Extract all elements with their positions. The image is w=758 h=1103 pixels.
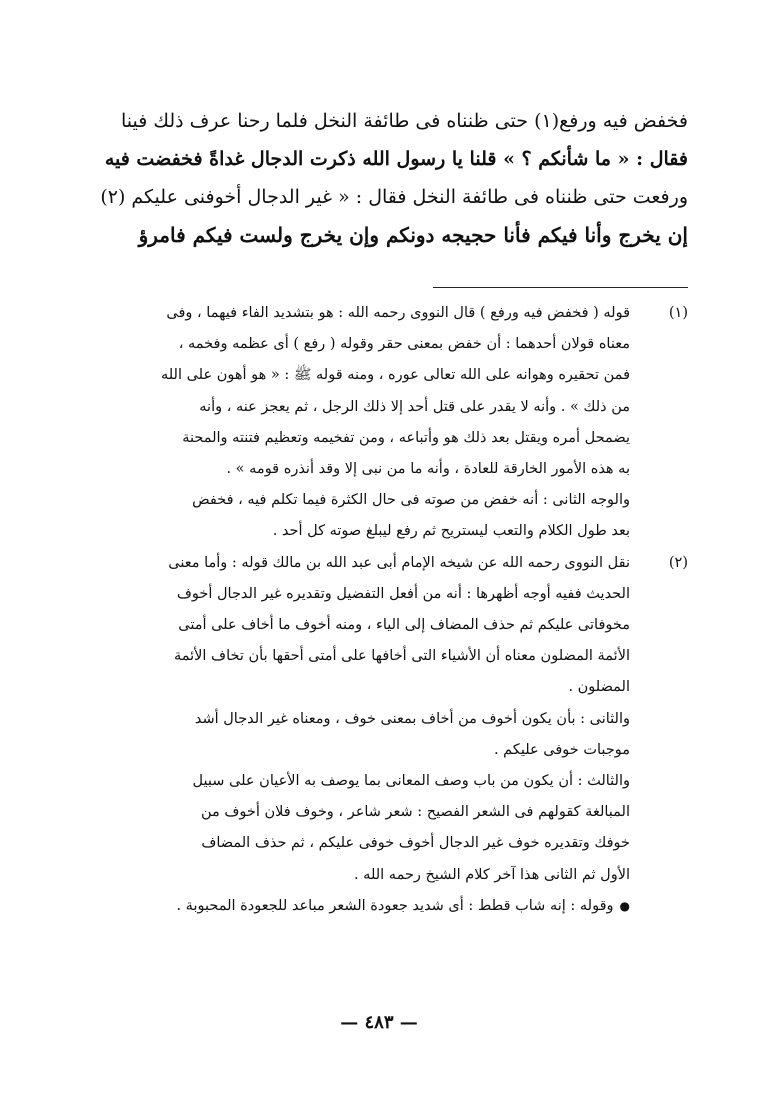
main-line-2: فقال : « ما شأنكم ؟ » قلنا يا رسول الله ذكرت الدجال غداةً فخفضت فيه xyxy=(104,148,688,170)
footnote-1 xyxy=(76,298,688,548)
main-line-1: فخفض فيه ورفع(١) حتى ظنناه فى طائفة النخل فلما رحنا عرف ذلك فينا xyxy=(120,110,688,132)
footnote-line: والوجه الثانى : أنه خفض من صوته فى حال الكثرة فيما تكلم فيه ، فخفض xyxy=(192,492,630,509)
footnote-line: المضلون . xyxy=(568,679,630,696)
footnote-line: الأول ثم الثانى هذا آخر كلام الشيخ رحمه الله . xyxy=(353,866,630,883)
footnote-line: معناه قولان أحدهما : أن خفض بمعنى حقر وقوله ( رفع ) أى عظمه وفخمه ، xyxy=(178,336,630,353)
footnote-2-continuation xyxy=(76,704,688,922)
main-text xyxy=(76,102,688,254)
footnote-line: فمن تحقيره وهوانه على الله تعالى عوره ، ومنه قوله ﷺ : « هو أهون على الله xyxy=(160,367,630,384)
footnote-line: مخوفاتى عليكم ثم حذف المضاف إلى الياء ، ومنه أخوف ما أخاف على أمتى xyxy=(178,617,630,634)
footnote-line: من ذلك » . وأنه لا يقدر على قتل أحد إلا ذلك الرجل ، ثم يعجز عنه ، وأنه xyxy=(199,398,630,415)
footnote-separator xyxy=(433,287,688,288)
footnote-line: الحديث ففيه أوجه أظهرها : أنه من أفعل التفضيل وتقديره غير الدجال أخوف xyxy=(176,585,630,602)
main-line-3: ورفعت حتى ظنناه فى طائفة النخل فقال : « غير الدجال أخوفنى عليكم (٢) xyxy=(100,186,688,208)
footnote-line: خوفك وتقديره خوف غير الدجال أخوف خوفى عليكم ، ثم حذف المضاف xyxy=(201,835,630,852)
page-number: — ٤٨٣ — xyxy=(340,1012,418,1033)
footnote-2 xyxy=(76,548,688,704)
footnotes xyxy=(76,298,688,922)
footnote-number: (٢) xyxy=(668,554,688,571)
footnote-line: والثانى : بأن يكون أخوف من أخاف بمعنى خوف ، ومعناه غير الدجال أشد xyxy=(194,710,630,727)
footnote-line: يضمحل أمره ويقتل بعد ذلك هو وأتباعه ، ومن تفخيمه وتعظيم فتنته والمحنة xyxy=(182,429,630,446)
footnote-line: نقل النووى رحمه الله عن شيخه الإمام أبى عبد الله بن مالك قوله : وأما معنى xyxy=(168,554,630,571)
footnote-line: موجبات خوفى عليكم . xyxy=(493,741,630,758)
main-line-4: إن يخرج وأنا فيكم فأنا حجيجه دونكم وإن يخرج ولست فيكم فامرؤ xyxy=(138,223,688,247)
footnote-line: قوله ( فخفض فيه ورفع ) قال النووى رحمه الله : هو بتشديد الفاء فيهما ، وفى xyxy=(166,305,630,321)
footnote-line: والثالث : أن يكون من باب وصف المعانى بما يوصف به الأعيان على سبيل xyxy=(192,773,630,790)
footnote-line: به هذه الأمور الخارقة للعادة ، وأنه ما من نبى إلا وقد أنذره قومه » . xyxy=(226,461,630,478)
footnote-line: بعد طول الكلام والتعب ليستريح ثم رفع ليبلغ صوته كل أحد . xyxy=(272,523,630,540)
bullet-line: ● وقوله : إنه شاب قطط : أى شديد جعودة الشعر مباعد للجعودة المحبوبة . xyxy=(76,891,630,922)
footnote-number: (١) xyxy=(668,305,688,321)
footnote-line: الأئمة المضلون معناه أن الأشياء التى أخافها على أمتى أحقها بأن تخاف الأئمة xyxy=(173,648,630,665)
footnote-line: المبالغة كقولهم فى الشعر الفصيح : شعر شاعر ، وخوف فلان أخوف من xyxy=(200,804,630,821)
